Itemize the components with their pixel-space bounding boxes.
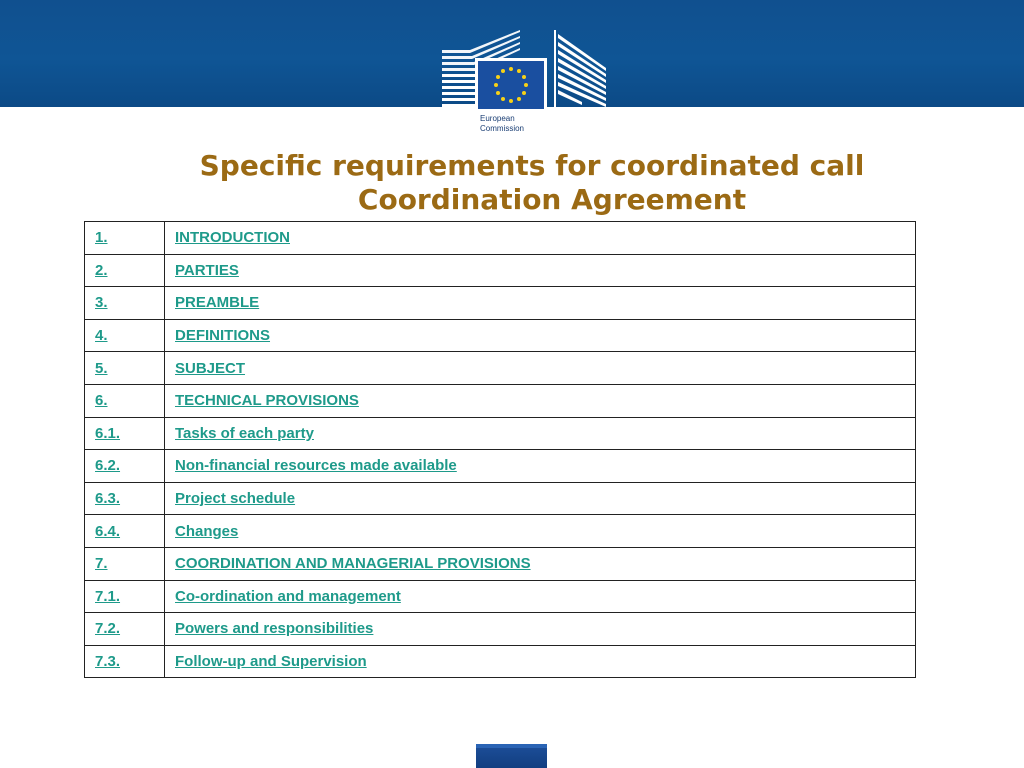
toc-label-cell (165, 613, 916, 646)
toc-section-link[interactable]: SUBJECT (175, 359, 246, 377)
toc-section-link[interactable]: Non-financial resources made available (175, 457, 457, 475)
table-of-contents (84, 221, 916, 678)
toc-number-cell (85, 384, 165, 417)
table-row (85, 482, 916, 515)
logo-graphic (442, 28, 606, 144)
toc-label-cell (165, 645, 916, 678)
toc-label-cell (165, 482, 916, 515)
toc-number-cell (85, 613, 165, 646)
toc-label-cell (165, 352, 916, 385)
table-row (85, 645, 916, 678)
toc-number-cell (85, 287, 165, 320)
toc-section-link[interactable]: TECHNICAL PROVISIONS (175, 392, 359, 410)
toc-section-link[interactable]: PREAMBLE (175, 294, 260, 312)
toc-number-link[interactable]: 3. (95, 294, 108, 312)
table-row (85, 319, 916, 352)
toc-section-link[interactable]: Follow-up and Supervision (175, 653, 367, 671)
toc-number-cell (85, 450, 165, 483)
european-commission-logo (442, 28, 606, 144)
toc-number-cell (85, 319, 165, 352)
toc-section-link[interactable]: Tasks of each party (175, 424, 314, 442)
toc-label-cell (165, 547, 916, 580)
toc-number-cell (85, 482, 165, 515)
table-row (85, 580, 916, 613)
table-row (85, 222, 916, 255)
toc-label-cell (165, 417, 916, 450)
logo-text-commission: Commission (480, 124, 525, 133)
toc-label-cell (165, 450, 916, 483)
toc-section-link[interactable]: INTRODUCTION (175, 229, 290, 247)
toc-number-link[interactable]: 6.4. (95, 522, 121, 540)
toc-label-cell (165, 254, 916, 287)
toc-number-cell (85, 352, 165, 385)
table-row (85, 417, 916, 450)
table-row (85, 515, 916, 548)
toc-number-cell (85, 515, 165, 548)
toc-number-link[interactable]: 7.3. (95, 653, 121, 671)
building-right-icon (554, 30, 606, 108)
toc-label-cell (165, 580, 916, 613)
toc-number-link[interactable]: 5. (95, 359, 108, 377)
toc-label-cell (165, 384, 916, 417)
toc-label-cell (165, 319, 916, 352)
toc-section-link[interactable]: Project schedule (175, 490, 296, 508)
logo-text-european: European (480, 114, 515, 123)
toc-number-link[interactable]: 1. (95, 229, 108, 247)
toc-number-link[interactable]: 7. (95, 555, 108, 573)
toc-section-link[interactable]: COORDINATION AND MANAGERIAL PROVISIONS (175, 555, 531, 573)
toc-section-link[interactable]: Powers and responsibilities (175, 620, 374, 638)
toc-number-cell (85, 645, 165, 678)
toc-body (85, 222, 916, 678)
toc-section-link[interactable]: PARTIES (175, 261, 239, 279)
toc-number-link[interactable]: 4. (95, 327, 108, 345)
toc-section-link[interactable]: Co-ordination and management (175, 587, 401, 605)
toc-number-link[interactable]: 2. (95, 261, 108, 279)
toc-number-link[interactable]: 7.1. (95, 587, 121, 605)
page-title-line1: Specific requirements for coordinated call (199, 149, 865, 182)
table-row (85, 287, 916, 320)
toc-number-link[interactable]: 7.2. (95, 620, 121, 638)
toc-section-link[interactable]: Changes (175, 522, 239, 540)
toc-number-cell (85, 417, 165, 450)
toc-number-cell (85, 580, 165, 613)
toc-label-cell (165, 515, 916, 548)
toc-number-cell (85, 254, 165, 287)
toc-number-link[interactable]: 6. (95, 392, 108, 410)
toc-number-cell (85, 547, 165, 580)
table-row (85, 352, 916, 385)
toc-number-cell (85, 222, 165, 255)
toc-number-link[interactable]: 6.3. (95, 490, 121, 508)
toc-label-cell (165, 287, 916, 320)
toc-number-link[interactable]: 6.1. (95, 424, 121, 442)
page-title-line2: Coordination Agreement (357, 183, 747, 216)
bottom-flag-tab (476, 744, 547, 768)
toc-section-link[interactable]: DEFINITIONS (175, 327, 271, 345)
toc-label-cell (165, 222, 916, 255)
toc-number-link[interactable]: 6.2. (95, 457, 121, 475)
table-row (85, 450, 916, 483)
table-row (85, 254, 916, 287)
table-row (85, 613, 916, 646)
table-row (85, 547, 916, 580)
table-row (85, 384, 916, 417)
